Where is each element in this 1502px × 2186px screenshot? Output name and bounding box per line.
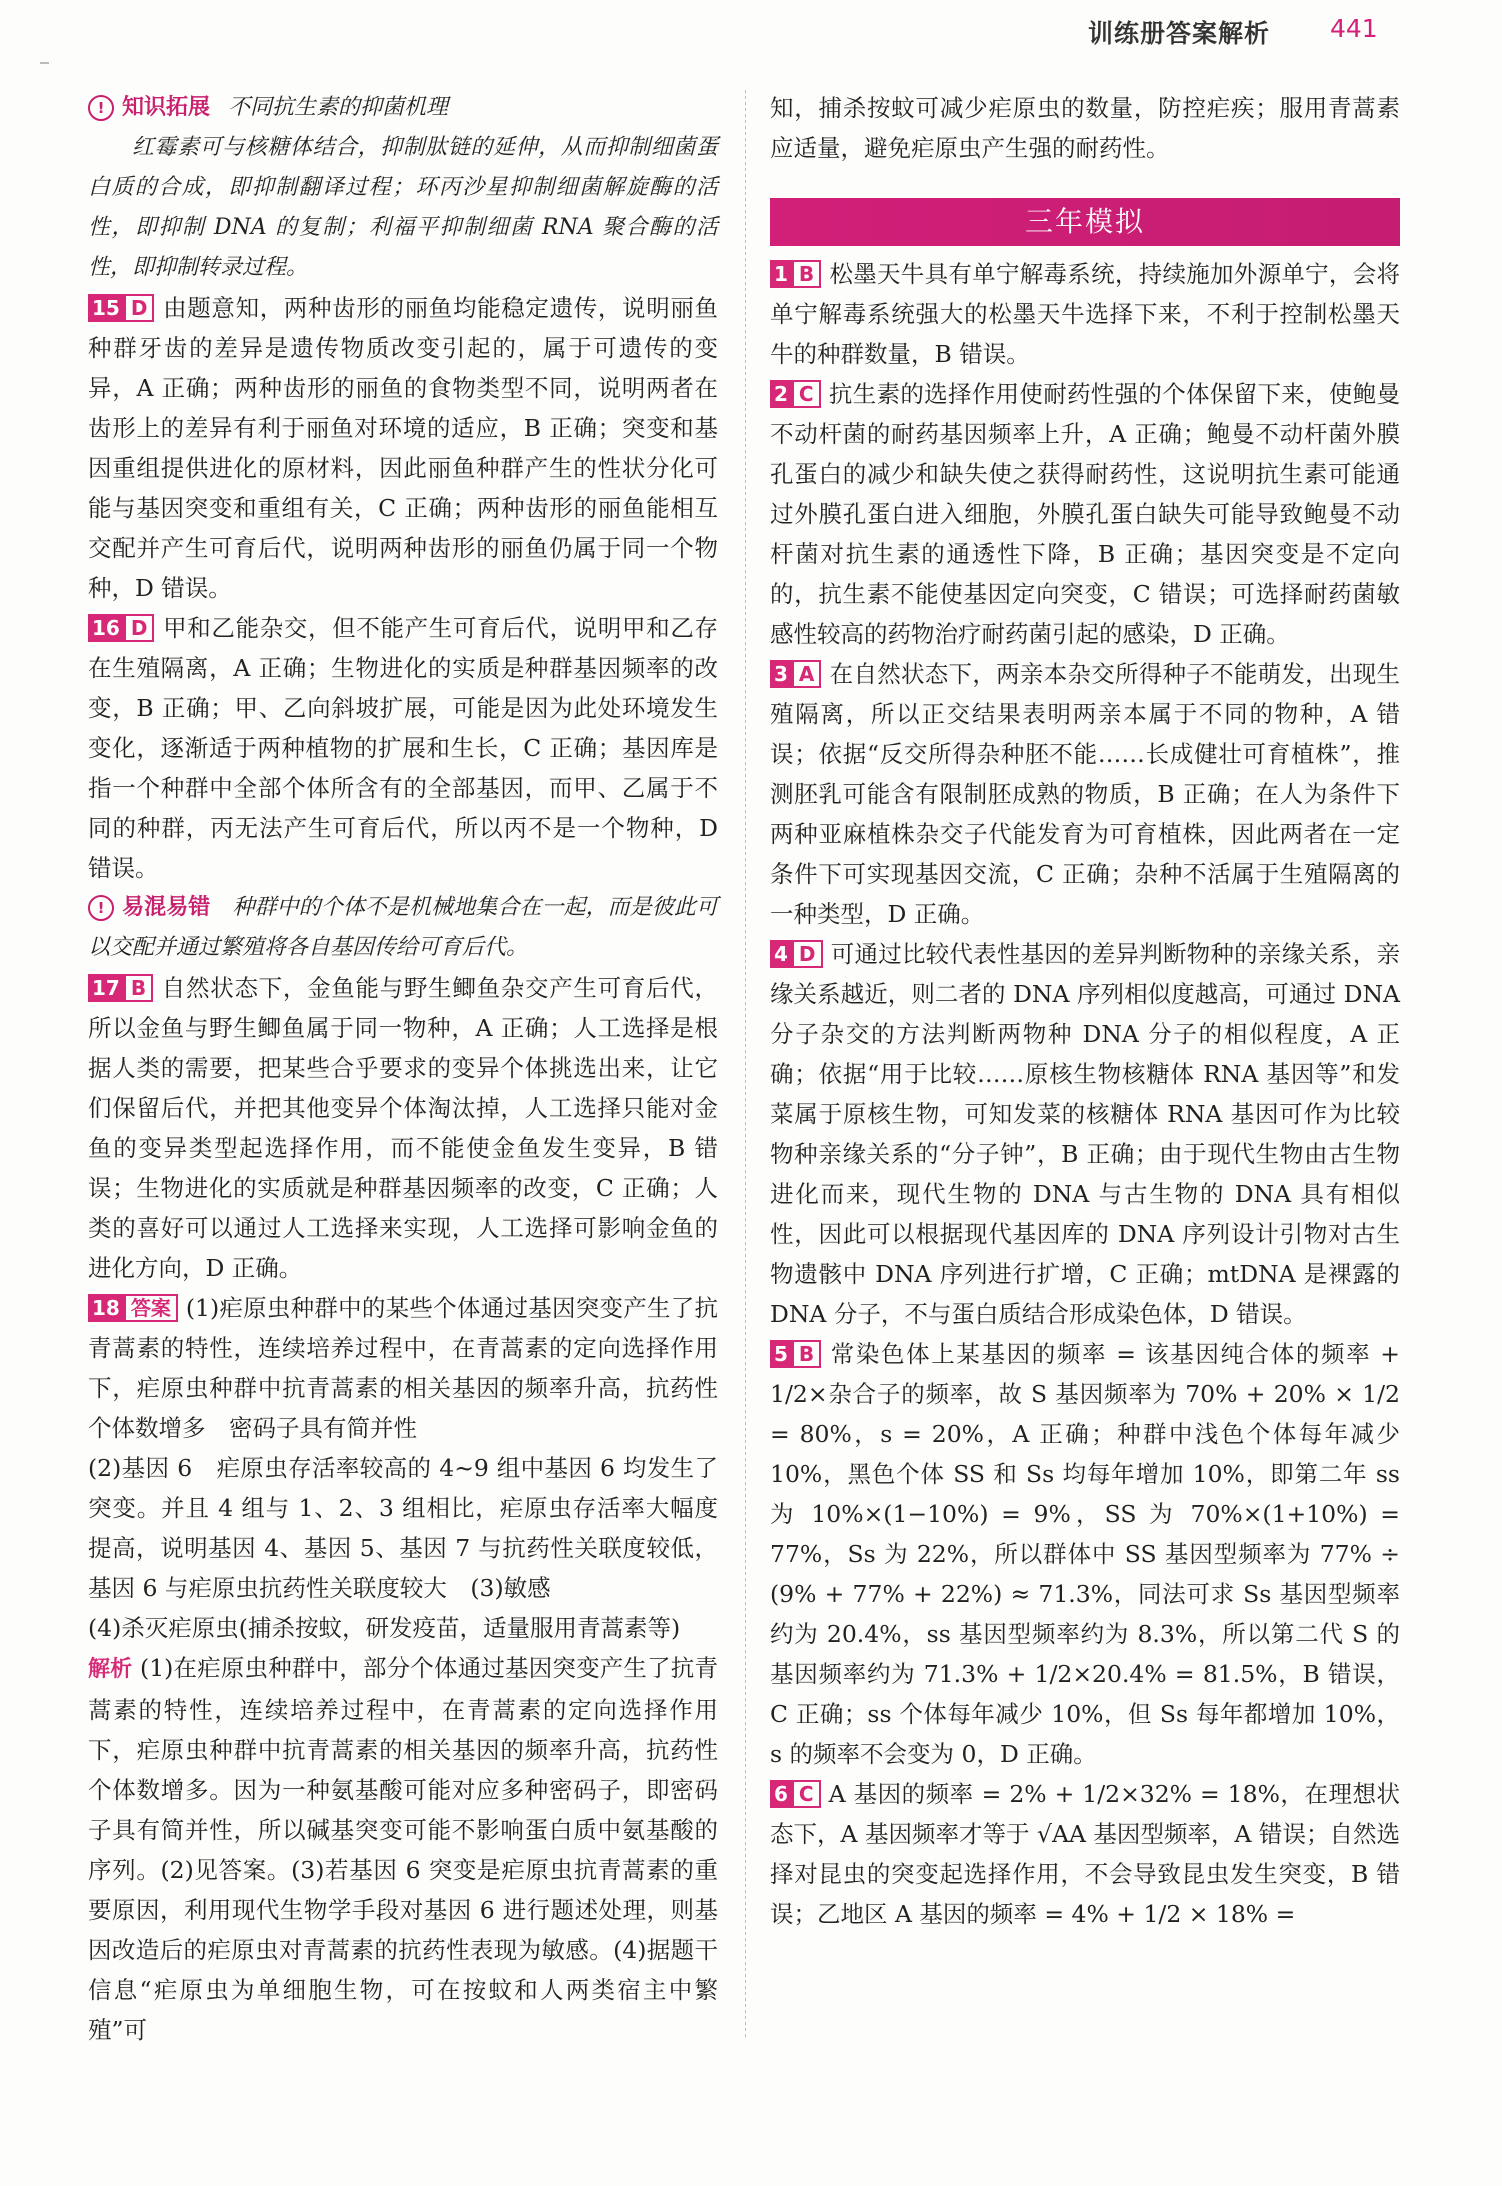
answer-item: [770, 1774, 1400, 1934]
page-number: 441: [1330, 14, 1378, 43]
tip-label: 易混易错: [122, 895, 211, 920]
right-column: [770, 88, 1400, 1934]
answer-item: [770, 254, 1400, 374]
answer-text: 抗生素的选择作用使耐药性强的个体保留下来，使鲍曼不动杆菌的耐药基因频率上升，A 正确；鲍曼不动杆菌外膜孔蛋白的减少和缺失使之获得耐药性，这说明抗生素可能通过外膜孔蛋白进入细胞，外膜孔蛋白缺失可能导致鲍曼不动杆菌对抗生素的通透性下降，B 正确；基因突变是不定向的，抗生素不能使基因定向突变，C 错误；可选择耐药菌敏感性较高的药物治疗耐药菌引起的感染，D 正确。: [770, 380, 1400, 648]
answer-17: [88, 968, 718, 1288]
left-column: [88, 88, 718, 2050]
answer-letter: D: [792, 940, 823, 968]
answer-text: 在自然状态下，两亲本杂交所得种子不能萌发，出现生殖隔离，所以正交结果表明两亲本属于不同的物种，A 错误；依据“反交所得杂种胚不能……长成健壮可育植株”，推测胚乳可能含有限制胚成熟的物质，B 正确；在人为条件下两种亚麻植株杂交子代能发育为可育植株，因此两者在一定条件下可实现基因交流，C 正确；杂种不活属于生殖隔离的一种类型，D 正确。: [770, 660, 1400, 928]
answer-letter: D: [124, 294, 155, 322]
question-number: 16: [88, 614, 124, 642]
answer-text: 甲和乙能杂交，但不能产生可育后代，说明甲和乙存在生殖隔离，A 正确；生物进化的实质是种群基因频率的改变，B 正确；甲、乙向斜坡扩展，可能是因为此处环境发生变化，逐渐适于两种植物的扩展和生长，C 正确；基因库是指一个种群中全部个体所含有的全部基因，而甲、乙属于不同的种群，丙无法产生可育后代，所以丙不是一个物种，D 错误。: [88, 614, 718, 882]
header-mark: [40, 62, 49, 64]
answer-item: [770, 1334, 1400, 1774]
analysis-label: 解析: [88, 1657, 133, 1682]
header-title: 训练册答案解析: [1088, 19, 1271, 48]
question-number: 2: [770, 380, 792, 408]
tip-label: 知识拓展: [122, 95, 211, 120]
answer-letter: B: [792, 260, 821, 288]
question-number: 1: [770, 260, 792, 288]
exclamation-icon: !: [88, 895, 114, 921]
answer-label: 答案: [124, 1294, 178, 1322]
question-number: 15: [88, 294, 124, 322]
knowledge-tip: [88, 88, 718, 128]
question-number: 6: [770, 1780, 792, 1808]
answer-text: 由题意知，两种齿形的丽鱼均能稳定遗传，说明丽鱼种群牙齿的差异是遗传物质改变引起的，属于可遗传的变异，A 正确；两种齿形的丽鱼的食物类型不同，说明两者在齿形上的差异有利于丽鱼对环境的适应，B 正确；突变和基因重组提供进化的原材料，因此丽鱼种群产生的性状分化可能与基因突变和重组有关，C 正确；两种齿形的丽鱼能相互交配并产生可育后代，说明两种齿形的丽鱼仍属于同一个物种，D 错误。: [88, 294, 718, 602]
continued-text: 知，捕杀按蚊可减少疟原虫的数量，防控疟疾；服用青蒿素应适量，避免疟原虫产生强的耐药性。: [770, 94, 1400, 162]
answer-text: 松墨天牛具有单宁解毒系统，持续施加外源单宁，会将单宁解毒系统强大的松墨天牛选择下来，不利于控制松墨天牛的种群数量，B 错误。: [770, 260, 1400, 368]
answer-text: A 基因的频率 = 2% + 1/2×32% = 18%，在理想状态下，A 基因频率才等于 √AA 基因型频率，A 错误；自然选择对昆虫的突变起选择作用，不会导致昆虫发生突变，B 错误；乙地区 A 基因的频率 = 4% + 1/2 × 18% =: [770, 1780, 1400, 1928]
section-banner: 三年模拟: [770, 198, 1400, 246]
analysis-text: (1)在疟原虫种群中，部分个体通过基因突变产生了抗青蒿素的特性，连续培养过程中，在青蒿素的定向选择作用下，疟原虫种群中抗青蒿素的相关基因的频率升高，抗药性个体数增多。因为一种氨基酸可能对应多种密码子，即密码子具有简并性，所以碱基突变可能不影响蛋白质中氨基酸的序列。(2)见答案。(3)若基因 6 突变是疟原虫抗青蒿素的重要原因，利用现代生物学手段对基因 6 进行题述处理，则基因改造后的疟原虫对青蒿素的抗药性表现为敏感。(4)据题干信息“疟原虫为单细胞生物，可在按蚊和人两类宿主中繁殖”可: [88, 1654, 718, 2044]
answer-text: (1)疟原虫种群中的某些个体通过基因突变产生了抗青蒿素的特性，连续培养过程中，在青蒿素的定向选择作用下，疟原虫种群中抗青蒿素的相关基因的频率升高，抗药性个体数增多 密码子具有简并性: [88, 1294, 718, 1442]
question-number: 17: [88, 974, 124, 1002]
answer-18: [88, 1288, 718, 1448]
answer-letter: B: [124, 974, 153, 1002]
question-number: 5: [770, 1340, 792, 1368]
answer-item: [770, 374, 1400, 654]
answer-16: [88, 608, 718, 888]
question-number: 4: [770, 940, 792, 968]
mistake-tip: [88, 888, 718, 968]
answer-letter: A: [792, 660, 821, 688]
answer-item: [770, 654, 1400, 934]
tip-body: 种群中的个体不是机械地集合在一起，而是彼此可以交配并通过繁殖将各自基因传给可育后代。: [88, 895, 718, 960]
column-divider: [745, 90, 746, 2040]
answer-letter: C: [792, 1780, 821, 1808]
exclamation-icon: !: [88, 95, 114, 121]
answer-18-part4: (4)杀灭疟原虫(捕杀按蚊，研发疫苗，适量服用青蒿素等): [88, 1614, 681, 1642]
answer-letter: B: [792, 1340, 821, 1368]
answer-item: [770, 934, 1400, 1334]
answer-letter: D: [124, 614, 155, 642]
question-number: 3: [770, 660, 792, 688]
question-number: 18: [88, 1294, 124, 1322]
answer-18-part2: (2)基因 6 疟原虫存活率较高的 4~9 组中基因 6 均发生了突变。并且 4 组与 1、2、3 组相比，疟原虫存活率大幅度提高，说明基因 4、基因 5、基因 7 与抗药性关联度较低，基因 6 与疟原虫抗药性关联度较大 (3)敏感: [88, 1454, 718, 1602]
answer-text: 自然状态下，金鱼能与野生鲫鱼杂交产生可育后代，所以金鱼与野生鲫鱼属于同一物种，A 正确；人工选择是根据人类的需要，把某些合乎要求的变异个体挑选出来，让它们保留后代，并把其他变异个体淘汰掉，人工选择只能对金鱼的变异类型起选择作用，而不能使金鱼发生变异，B 错误；生物进化的实质就是种群基因频率的改变，C 正确；人类的喜好可以通过人工选择来实现，人工选择可影响金鱼的进化方向，D 正确。: [88, 974, 718, 1282]
analysis-18: [88, 1648, 718, 2050]
answer-text: 可通过比较代表性基因的差异判断物种的亲缘关系，亲缘关系越近，则二者的 DNA 序列相似度越高，可通过 DNA 分子杂交的方法判断两物种 DNA 分子的相似程度，A 正确；依据“用于比较……原核生物核糖体 RNA 基因等”和发菜属于原核生物，可知发菜的核糖体 RNA 基因可作为比较物种亲缘关系的“分子钟”，B 正确；由于现代生物由古生物进化而来，现代生物的 DNA 与古生物的 DNA 具有相似性，因此可以根据现代基因库的 DNA 序列设计引物对古生物遗骸中 DNA 序列进行扩增，C 正确；mtDNA 是裸露的 DNA 分子，不与蛋白质结合形成染色体，D 错误。: [770, 940, 1400, 1328]
answer-text: 常染色体上某基因的频率 = 该基因纯合体的频率 + 1/2×杂合子的频率，故 S 基因频率为 70% + 20% × 1/2 = 80%，s = 20%，A 正确；种群中浅色个体每年减少 10%，黑色个体 SS 和 Ss 均每年增加 10%，即第二年 ss 为 10%×(1−10%) = 9%，SS 为 70%×(1+10%) = 77%，Ss 为 22%，所以群体中 SS 基因型频率为 77% ÷ (9% + 77% + 22%) ≈ 71.3%，同法可求 Ss 基因型频率约为 20.4%，ss 基因型频率约为 8.3%，所以第二代 S 的基因频率约为 71.3% + 1/2×20.4% = 81.5%，B 错误，C 正确；ss 个体每年减少 10%，但 Ss 每年都增加 10%，s 的频率不会变为 0，D 正确。: [770, 1340, 1400, 1768]
answer-15: [88, 288, 718, 608]
tip-body: 红霉素可与核糖体结合，抑制肽链的延伸，从而抑制细菌蛋白质的合成，即抑制翻译过程；环丙沙星抑制细菌解旋酶的活性，即抑制 DNA 的复制；利福平抑制细菌 RNA 聚合酶的活性，即抑制转录过程。: [88, 135, 718, 280]
answer-letter: C: [792, 380, 821, 408]
tip-topic: 不同抗生素的抑菌机理: [228, 95, 449, 120]
